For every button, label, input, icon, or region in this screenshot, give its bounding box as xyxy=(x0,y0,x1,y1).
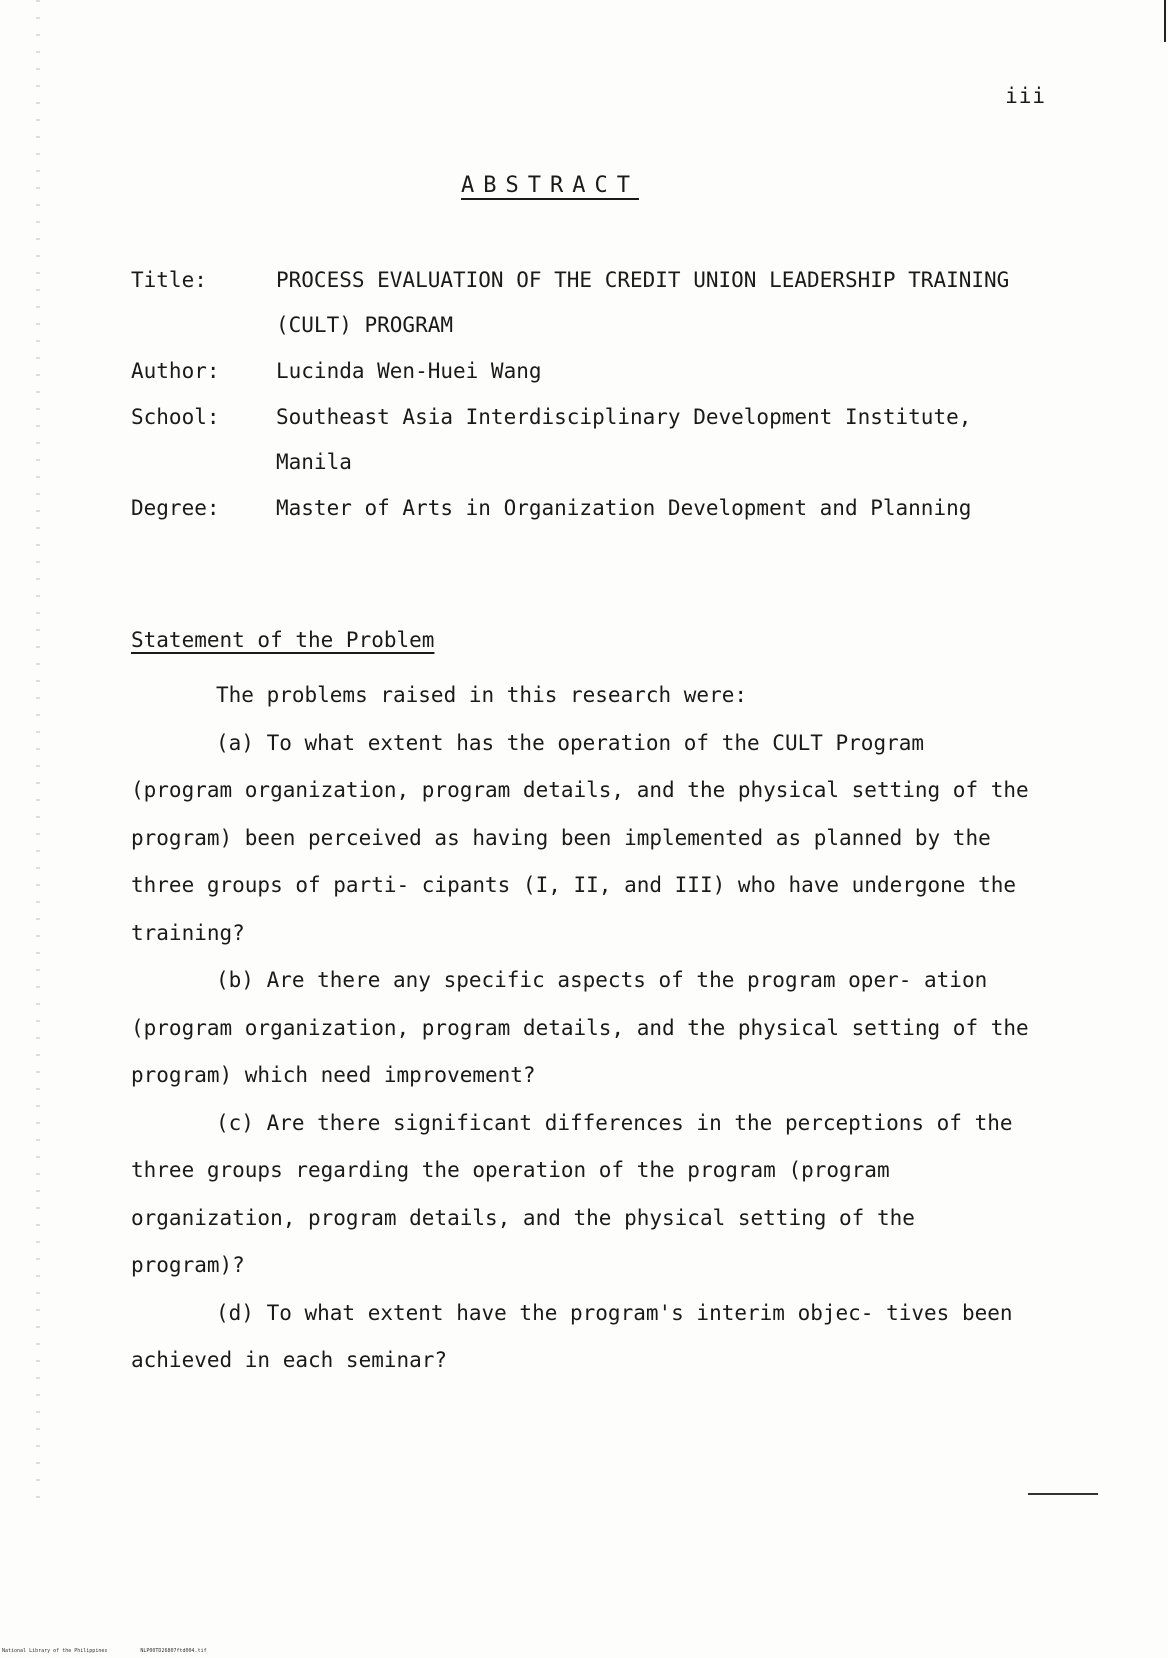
body-text xyxy=(131,672,1031,1385)
meta-row-school xyxy=(131,395,1031,485)
meta-row-author xyxy=(131,349,1031,394)
meta-row-degree xyxy=(131,486,1031,531)
footer-file: NLP00TD26807ftd004.tif xyxy=(140,1648,207,1654)
paragraph-a: (a) To what extent has the operation of the CULT Program (program organization, program details, and the physical setting of the program) been perceived as having been implemented as planned by the three groups of parti- cipants (I, II, and III) who have undergone the training? xyxy=(131,730,1029,945)
meta-row-title xyxy=(131,258,1031,348)
metadata-block xyxy=(131,258,1031,531)
meta-label: Author: xyxy=(131,359,220,383)
abstract-heading: ABSTRACT xyxy=(461,173,639,198)
scan-footer xyxy=(2,1648,237,1654)
paragraph-d: (d) To what extent have the program's interim objec- tives been achieved in each seminar? xyxy=(131,1300,1013,1372)
meta-label: Degree: xyxy=(131,496,220,520)
meta-value: Southeast Asia Interdisciplinary Development Institute, Manila xyxy=(276,405,972,474)
scan-margin-artifact xyxy=(36,0,40,1500)
scan-edge-mark xyxy=(1164,0,1166,42)
paragraph-intro: The problems raised in this research were: xyxy=(216,683,748,707)
meta-value: Master of Arts in Organization Development and Planning xyxy=(276,496,972,520)
paragraph-b: (b) Are there any specific aspects of the program oper- ation (program organization, program details, and the physical setting of the program) which need improvement? xyxy=(131,968,1029,1087)
paragraph-c: (c) Are there significant differences in the perceptions of the three groups regarding the operation of the program (program organization, program details, and the physical setting of the program)? xyxy=(131,1110,1013,1277)
meta-label: Title: xyxy=(131,268,207,292)
meta-label: School: xyxy=(131,405,220,429)
scan-rule-mark xyxy=(1028,1493,1098,1495)
meta-value: Lucinda Wen-Huei Wang xyxy=(276,359,542,383)
page-number: iii xyxy=(1005,84,1046,108)
meta-value: PROCESS EVALUATION OF THE CREDIT UNION LEADERSHIP TRAINING (CULT) PROGRAM xyxy=(276,268,1010,337)
section-title: Statement of the Problem xyxy=(131,628,435,652)
footer-library: National Library of the Philippines xyxy=(2,1648,108,1654)
